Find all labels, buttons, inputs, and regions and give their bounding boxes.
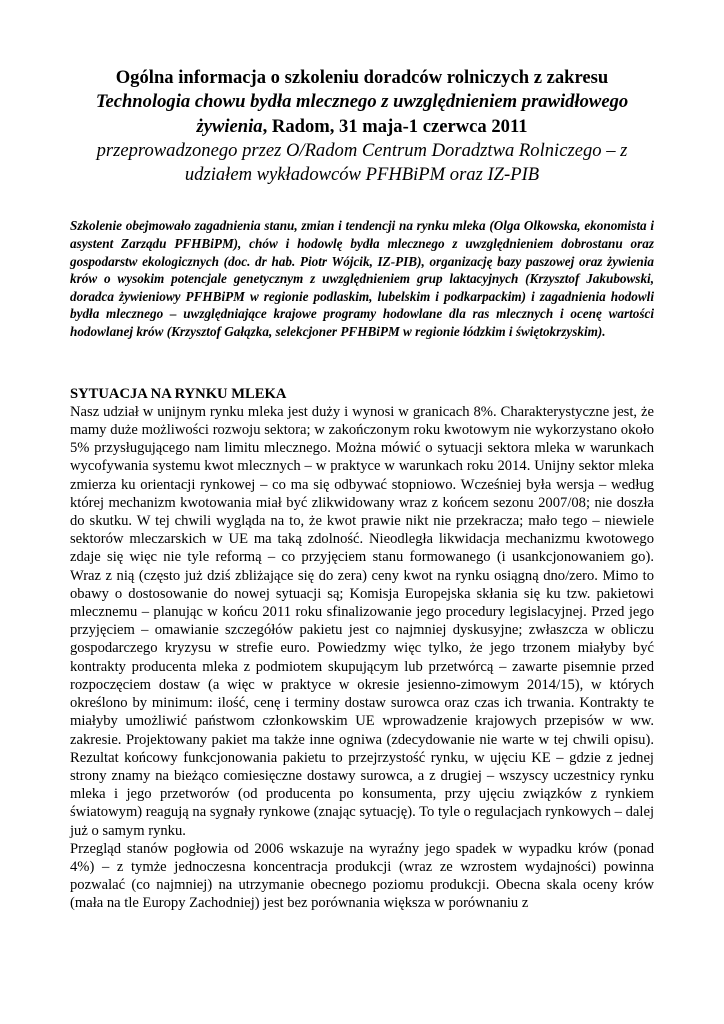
paragraph: Nasz udział w unijnym rynku mleka jest duży i wynosi w granicach 8%. Charakterystyczne jest, że mamy duże możliwości rozwoju sektora; w zakończonym roku kwotowym nie wykorzystano około 5% przysługującego nam limitu mlecznego. Można mówić o sytuacji sektora mleka w warunkach wycofywania systemu kwot mlecznych – w praktyce w warunkach roku 2014. Unijny sektor mleka zmierza ku orientacji rynkowej – co ma się odbywać stopniowo. Wcześniej była wersja – według której mechanizm kwotowania miał być zlikwidowany wraz z końcem sezonu 2007/08; nie doszła do skutku. W tej chwili wygląda na to, że kwot prawie nikt nie przekracza; mało tego – niewiele sektorów mleczarskich w UE ma taką zdolność. Nieodległa likwidacja mechanizmu kwotowego zdaje się więc nie tyle reformą – co przyjęciem stanu formowanego (i usankcjonowaniem go). Wraz z nią (często już dziś zbliżające się do zera) ceny kwot na rynku osiągną dno/zero. Mimo to obawy o dostosowanie do nowej sytuacji są; Komisja Europejska skłania się ku tzw. pakietowi mlecznemu – planując w końcu 2011 roku sfinalizowanie jego procedury legislacyjnej. Przed jego przyjęciem – omawianie szczegółów pakietu jest co najmniej dyskusyjne; zwłaszcza w obliczu gospodarczego kryzysu w strefie euro. Powiedzmy więc tylko, że jego trzonem miałyby być kontrakty producenta mleka z podmiotem skupującym lub przetwórcą – zawarte pisemnie przed rozpoczęciem dostaw (a więc w praktyce w okresie jesienno-zimowym 2014/15), w których określono by minimum: ilość, cenę i terminy dostaw surowca oraz czas ich trwania. Kontrakty te miałyby umożliwić państwom członkowskim UE wprowadzenie krajowych przepisów w ww. zakresie. Projektowany pakiet ma także inne ogniwa (zdecydowanie nie warte w tej chwili opisu). Rezultat końcowy funkcjonowania pakietu to przejrzystość rynku, w ujęciu KE – gdzie z jednej strony znamy na bieżąco comiesięczne dostawy surowca, a z drugiej – wszyscy uczestnicy rynku mleka i jego przetworów (od producenta po konsumenta, przy ujęciu związków z rynkiem światowym) reagują na sygnały rynkowe (znając sytuację). To tyle o regulacjach rynkowych – dalej już o samym rynku. bbox=[70, 403, 654, 839]
title-topic: Technologia chowu bydła mlecznego z uwzględnieniem prawidłowego żywienia bbox=[95, 91, 629, 137]
abstract: Szkolenie obejmowało zagadnienia stanu, zmian i tendencji na rynku mleka (Olga Olkowska, ekonomista i asystent Zarządu PFHBiPM), chów i hodowlę bydła mlecznego z uwzględnieniem dobrostanu oraz gospodarstw ekologicznych (doc. dr hab. Piotr Wójcik, IZ-PIB), organizację bazy paszowej oraz żywienia krów o wysokim potencjale genetycznym z uwzględnieniem grup laktacyjnych (Krzysztof Jakubowski, doradca żywieniowy PFHBiPM w regionie podlaskim, lubelskim i podkarpackim) i zagadnienia hodowli bydła mlecznego – uwzględniające krajowe programy hodowlane dla ras mlecznych i ocenę wartości hodowlanej krów (Krzysztof Gałązka, selekcjoner PFHBiPM w regionie łódzkim i świętokrzyskim). bbox=[70, 218, 654, 340]
title-line1: Ogólna informacja o szkoleniu doradców rolniczych z zakresu bbox=[115, 67, 609, 88]
section-heading: SYTUACJA NA RYNKU MLEKA bbox=[70, 385, 287, 402]
title-place-date: , Radom, 31 maja-1 czerwca 2011 bbox=[262, 115, 528, 137]
title-organizer: przeprowadzonego przez O/Radom Centrum Doradztwa Rolniczego – z udziałem wykładowców PFHBiPM oraz IZ-PIB bbox=[96, 139, 628, 186]
document-title bbox=[70, 66, 654, 187]
paragraph: Przegląd stanów pogłowia od 2006 wskazuje na wyraźny jego spadek w wypadku krów (ponad 4%) – z tymże jednoczesna koncentracja produkcji (wraz ze wzrostem wydajności) powinna pozwalać (co najmniej) na utrzymanie obecnego poziomu produkcji. Obecna skala oceny krów (mała na tle Europy Zachodniej) jest bez porównania większa w porównaniu z bbox=[70, 840, 654, 912]
document-page bbox=[70, 66, 654, 913]
